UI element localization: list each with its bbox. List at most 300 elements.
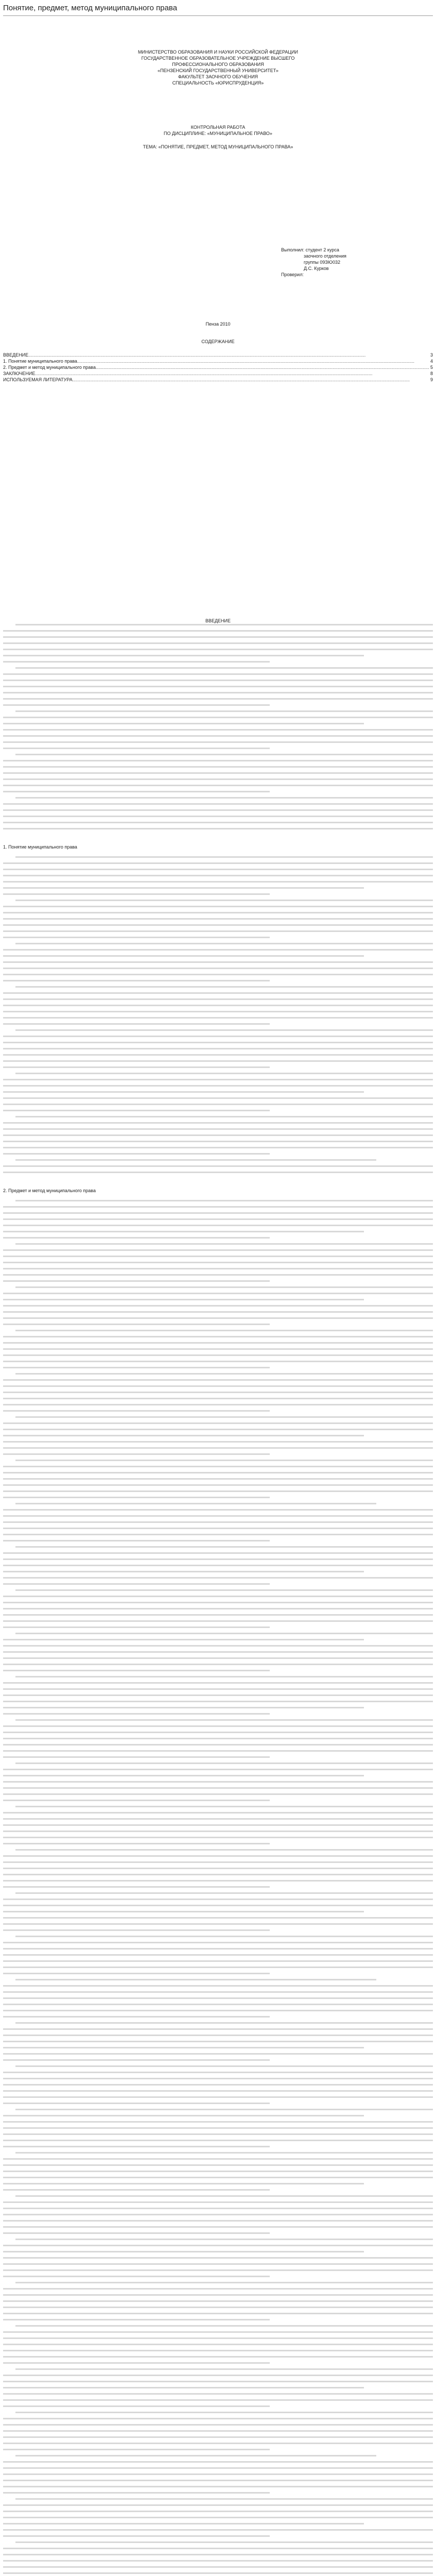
text-line-placeholder	[3, 2053, 433, 2055]
text-line-placeholder	[15, 943, 433, 944]
section-text	[3, 624, 433, 829]
text-line-placeholder	[15, 2541, 433, 2543]
text-line-placeholder	[3, 2127, 433, 2129]
text-line-placeholder	[3, 1787, 433, 1789]
text-line-placeholder	[15, 856, 433, 858]
text-line-placeholder	[3, 1812, 433, 1814]
text-line-placeholder	[3, 2140, 433, 2141]
text-line-placeholder	[3, 1707, 364, 1708]
toc-item-page: 4	[430, 359, 433, 364]
text-line-placeholder	[3, 1361, 433, 1362]
institution-line: «ПЕНЗЕНСКИЙ ГОСУДАРСТВЕННЫЙ УНИВЕРСИТЕТ»	[158, 68, 278, 73]
text-line-placeholder	[3, 1608, 433, 1609]
text-line-placeholder	[3, 1837, 433, 1838]
text-line-placeholder	[3, 1855, 433, 1857]
text-line-placeholder	[3, 1225, 433, 1226]
text-line-placeholder	[3, 1868, 433, 1869]
text-line-placeholder	[15, 1416, 433, 1418]
text-line-placeholder	[3, 803, 433, 805]
text-line-placeholder	[3, 869, 433, 870]
text-line-placeholder	[3, 2405, 270, 2407]
text-line-placeholder	[15, 1503, 376, 1504]
text-line-placeholder	[3, 1528, 433, 1529]
text-line-placeholder	[3, 642, 433, 644]
text-line-placeholder	[3, 1422, 433, 1424]
text-line-placeholder	[3, 1614, 433, 1616]
text-line-placeholder	[15, 1159, 376, 1161]
text-line-placeholder	[3, 2263, 433, 2265]
text-line-placeholder	[3, 1843, 270, 1844]
text-line-placeholder	[3, 1750, 433, 1752]
text-line-placeholder	[3, 661, 270, 663]
text-line-placeholder	[3, 2251, 364, 2252]
text-line-placeholder	[3, 1385, 433, 1387]
text-line-placeholder	[3, 2517, 433, 2518]
text-line-placeholder	[3, 1262, 433, 1263]
toc-item-label: 1. Понятие муниципального права	[3, 359, 77, 364]
text-line-placeholder	[3, 1036, 433, 1037]
text-line-placeholder	[15, 2282, 433, 2283]
text-line-placeholder	[3, 1165, 433, 1167]
institution-line: ГОСУДАРСТВЕННОЕ ОБРАЗОВАТЕЛЬНОЕ УЧРЕЖДЕНИЕ ВЫСШЕГО	[141, 56, 295, 61]
text-line-placeholder	[3, 735, 433, 737]
text-line-placeholder	[15, 1029, 433, 1031]
toc-leader-dots	[28, 352, 429, 358]
toc-item[interactable]	[3, 352, 433, 358]
text-line-placeholder	[3, 2461, 433, 2463]
text-line-placeholder	[3, 1775, 364, 1776]
text-line-placeholder	[3, 887, 364, 889]
text-line-placeholder	[3, 1104, 433, 1105]
text-line-placeholder	[3, 1880, 433, 1882]
text-line-placeholder	[3, 1110, 270, 1111]
text-line-placeholder	[3, 912, 433, 913]
text-line-placeholder	[3, 1831, 433, 1832]
text-line-placeholder	[3, 673, 433, 675]
section-1	[3, 844, 433, 1173]
text-line-placeholder	[3, 2566, 433, 2568]
page-title: Понятие, предмет, метод муниципального права	[3, 4, 178, 12]
text-line-placeholder	[3, 1861, 433, 1863]
text-line-placeholder	[3, 2016, 270, 2018]
text-line-placeholder	[3, 2232, 270, 2234]
text-line-placeholder	[3, 822, 433, 823]
text-line-placeholder	[3, 1824, 433, 1826]
text-line-placeholder	[15, 2109, 433, 2110]
text-line-placeholder	[3, 2486, 433, 2487]
text-line-placeholder	[3, 2424, 433, 2426]
text-line-placeholder	[3, 1818, 433, 1820]
text-line-placeholder	[3, 2072, 433, 2073]
text-line-placeholder	[3, 2035, 433, 2036]
text-line-placeholder	[3, 1701, 433, 1702]
text-line-placeholder	[3, 2096, 433, 2098]
text-line-placeholder	[3, 1066, 270, 1068]
text-line-placeholder	[15, 1200, 433, 1201]
text-line-placeholder	[3, 2313, 433, 2314]
author-line: Д.С. Курков	[304, 266, 329, 271]
text-line-placeholder	[3, 1744, 433, 1745]
text-line-placeholder	[3, 1639, 364, 1640]
text-line-placeholder	[3, 1713, 270, 1715]
text-line-placeholder	[3, 1299, 364, 1300]
text-line-placeholder	[15, 2239, 433, 2240]
text-line-placeholder	[15, 1979, 376, 1980]
text-line-placeholder	[3, 816, 433, 817]
institution-line: ПРОФЕССИОНАЛЬНОГО ОБРАЗОВАНИЯ	[172, 62, 264, 67]
text-line-placeholder	[3, 1134, 433, 1136]
text-line-placeholder	[3, 1398, 433, 1399]
text-line-placeholder	[3, 2473, 433, 2475]
text-line-placeholder	[15, 2152, 433, 2154]
text-line-placeholder	[15, 1762, 433, 1764]
text-line-placeholder	[15, 667, 433, 669]
text-line-placeholder	[15, 1073, 433, 1074]
text-line-placeholder	[15, 1719, 433, 1721]
text-line-placeholder	[3, 1237, 270, 1239]
text-line-placeholder	[3, 893, 270, 895]
text-line-placeholder	[3, 1256, 433, 1257]
work-topic: ТЕМА: «ПОНЯТИЕ, ПРЕДМЕТ, МЕТОД МУНИЦИПАЛЬНОГО ПРАВА»	[143, 144, 293, 149]
text-line-placeholder	[3, 1534, 433, 1535]
text-line-placeholder	[3, 2393, 433, 2395]
text-line-placeholder	[3, 2449, 270, 2450]
text-line-placeholder	[3, 930, 433, 932]
text-line-placeholder	[3, 1967, 433, 1968]
text-line-placeholder	[3, 1293, 433, 1294]
text-line-placeholder	[15, 2368, 433, 2370]
text-line-placeholder	[3, 2535, 270, 2537]
text-line-placeholder	[3, 2269, 433, 2271]
text-line-placeholder	[15, 1243, 433, 1245]
text-line-placeholder	[3, 1793, 433, 1795]
text-line-placeholder	[3, 949, 433, 951]
text-line-placeholder	[3, 2443, 433, 2444]
text-line-placeholder	[3, 1521, 433, 1523]
illegible-text-placeholder	[3, 624, 433, 829]
toc-leader-dots	[35, 370, 429, 377]
text-line-placeholder	[3, 2548, 433, 2549]
text-line-placeholder	[3, 2214, 433, 2215]
text-line-placeholder	[3, 680, 433, 681]
text-line-placeholder	[3, 698, 433, 700]
toc-item[interactable]	[3, 377, 433, 383]
text-line-placeholder	[3, 992, 433, 994]
text-line-placeholder	[3, 1558, 433, 1560]
text-line-placeholder	[3, 1682, 433, 1684]
text-line-placeholder	[3, 1948, 433, 1950]
text-line-placeholder	[3, 2041, 433, 2042]
text-line-placeholder	[3, 1060, 433, 1062]
text-line-placeholder	[3, 2103, 270, 2104]
text-line-placeholder	[15, 2065, 433, 2067]
text-line-placeholder	[3, 741, 433, 743]
text-line-placeholder	[3, 2375, 433, 2376]
author-line: заочного отделения	[304, 253, 346, 259]
text-line-placeholder	[3, 2554, 433, 2555]
text-line-placeholder	[3, 2028, 433, 2030]
section-text	[3, 856, 433, 1173]
text-line-placeholder	[15, 1936, 433, 1937]
text-line-placeholder	[3, 1324, 270, 1325]
text-line-placeholder	[3, 2078, 433, 2079]
text-line-placeholder	[3, 1645, 433, 1647]
text-line-placeholder	[15, 1546, 433, 1548]
toc-item-page: 9	[430, 377, 433, 382]
toc-item[interactable]	[3, 358, 433, 364]
text-line-placeholder	[3, 1626, 270, 1628]
text-line-placeholder	[3, 2047, 364, 2048]
text-line-placeholder	[3, 1583, 270, 1585]
toc-item-label: 2. Предмет и метод муниципального права	[3, 365, 96, 370]
text-line-placeholder	[3, 1552, 433, 1554]
text-line-placeholder	[3, 2504, 433, 2506]
text-line-placeholder	[3, 1268, 433, 1269]
text-line-placeholder	[3, 630, 433, 632]
author-block	[281, 247, 435, 278]
text-line-placeholder	[3, 1596, 433, 1597]
text-line-placeholder	[3, 1923, 433, 1925]
text-line-placeholder	[3, 2300, 433, 2302]
text-line-placeholder	[3, 1942, 433, 1943]
text-line-placeholder	[15, 2022, 433, 2024]
text-line-placeholder	[3, 2381, 433, 2382]
text-line-placeholder	[3, 1670, 270, 1671]
text-line-placeholder	[3, 1769, 433, 1770]
text-line-placeholder	[15, 797, 433, 799]
text-line-placeholder	[3, 1911, 364, 1912]
text-line-placeholder	[3, 2467, 433, 2469]
text-line-placeholder	[3, 1141, 433, 1142]
text-line-placeholder	[15, 2498, 433, 2500]
text-line-placeholder	[3, 1732, 433, 1733]
text-line-placeholder	[3, 1917, 433, 1919]
text-line-placeholder	[3, 1079, 433, 1080]
text-line-placeholder	[3, 729, 433, 731]
section-heading: 1. Понятие муниципального права	[3, 844, 77, 850]
text-line-placeholder	[15, 1330, 433, 1331]
text-line-placeholder	[3, 1122, 433, 1124]
text-line-placeholder	[3, 1336, 433, 1337]
page-header	[0, 0, 436, 16]
text-line-placeholder	[3, 968, 433, 969]
text-line-placeholder	[3, 1392, 433, 1393]
text-line-placeholder	[15, 710, 433, 712]
text-line-placeholder	[3, 1960, 433, 1962]
text-line-placeholder	[3, 2430, 433, 2432]
institution-line: СПЕЦИАЛЬНОСТЬ «ЮРИСПРУДЕНЦИЯ»	[172, 80, 264, 86]
text-line-placeholder	[3, 1280, 270, 1282]
text-line-placeholder	[3, 1738, 433, 1739]
text-line-placeholder	[3, 1367, 270, 1368]
text-line-placeholder	[3, 2004, 433, 2005]
text-line-placeholder	[3, 1410, 270, 1412]
text-line-placeholder	[3, 2257, 433, 2259]
text-line-placeholder	[3, 1342, 433, 1344]
text-line-placeholder	[15, 1116, 433, 1117]
author-line: Выполнил: студент 2 курса	[281, 247, 339, 252]
text-line-placeholder	[3, 1172, 433, 1173]
text-line-placeholder	[3, 785, 433, 786]
text-line-placeholder	[3, 1212, 433, 1214]
toc-heading: СОДЕРЖАНИЕ	[201, 339, 235, 344]
section-text	[3, 1200, 433, 2576]
text-line-placeholder	[3, 2189, 270, 2191]
text-line-placeholder	[3, 636, 433, 638]
institution-block	[3, 16, 433, 86]
text-line-placeholder	[3, 766, 433, 768]
table-of-contents	[3, 352, 433, 383]
text-line-placeholder	[3, 2362, 270, 2364]
text-line-placeholder	[3, 2492, 270, 2494]
text-line-placeholder	[15, 2455, 376, 2456]
text-line-placeholder	[3, 980, 270, 981]
toc-item-label: ИСПОЛЬЗУЕМАЯ ЛИТЕРАТУРА	[3, 377, 73, 382]
text-line-placeholder	[3, 1048, 433, 1049]
text-line-placeholder	[15, 754, 433, 755]
text-line-placeholder	[3, 1997, 433, 1999]
text-line-placeholder	[3, 1404, 433, 1405]
text-line-placeholder	[3, 1725, 433, 1727]
text-line-placeholder	[3, 2337, 433, 2339]
text-line-placeholder	[3, 2121, 433, 2123]
text-line-placeholder	[3, 1348, 433, 1350]
text-line-placeholder	[3, 1515, 433, 1517]
text-line-placeholder	[3, 2010, 433, 2011]
text-line-placeholder	[3, 2294, 433, 2296]
text-line-placeholder	[3, 1218, 433, 1220]
text-line-placeholder	[3, 1490, 433, 1492]
text-line-placeholder	[3, 1472, 433, 1473]
text-line-placeholder	[3, 2436, 433, 2438]
toc-item[interactable]	[3, 370, 433, 377]
text-line-placeholder	[3, 2480, 433, 2481]
institution-line: ФАКУЛЬТЕТ ЗАОЧНОГО ОБУЧЕНИЯ	[178, 74, 258, 79]
text-line-placeholder	[3, 2344, 433, 2345]
toc-item[interactable]	[3, 364, 433, 370]
text-line-placeholder	[3, 692, 433, 693]
text-line-placeholder	[3, 1688, 433, 1690]
text-line-placeholder	[3, 1620, 433, 1622]
author-line: группы 09ЗЮ032	[304, 260, 340, 265]
text-line-placeholder	[3, 1023, 270, 1025]
text-line-placeholder	[3, 2133, 433, 2135]
text-line-placeholder	[3, 1005, 433, 1006]
text-line-placeholder	[3, 2226, 433, 2228]
text-line-placeholder	[3, 1054, 433, 1056]
text-line-placeholder	[3, 2560, 433, 2562]
text-line-placeholder	[3, 924, 433, 926]
text-line-placeholder	[3, 1435, 364, 1436]
text-line-placeholder	[3, 1781, 433, 1783]
text-line-placeholder	[3, 2511, 433, 2512]
text-line-placeholder	[3, 862, 433, 864]
text-line-placeholder	[3, 1899, 433, 1900]
text-line-placeholder	[3, 955, 364, 957]
toc-item-label: ВВЕДЕНИЕ	[3, 352, 29, 358]
text-line-placeholder	[3, 791, 270, 792]
text-line-placeholder	[3, 2115, 364, 2116]
text-line-placeholder	[3, 1085, 433, 1087]
text-line-placeholder	[3, 2171, 433, 2172]
text-line-placeholder	[3, 2177, 433, 2178]
text-line-placeholder	[15, 2325, 433, 2327]
illegible-text-placeholder	[3, 1200, 433, 2576]
text-line-placeholder	[3, 2059, 270, 2061]
text-line-placeholder	[3, 1128, 433, 1130]
text-line-placeholder	[3, 1478, 433, 1480]
text-line-placeholder	[3, 2572, 433, 2574]
text-line-placeholder	[3, 937, 270, 938]
text-line-placeholder	[3, 1694, 433, 1696]
text-line-placeholder	[15, 1849, 433, 1851]
text-line-placeholder	[3, 655, 364, 656]
text-line-placeholder	[3, 906, 433, 907]
text-line-placeholder	[3, 1206, 433, 1208]
title-page	[3, 16, 433, 608]
text-line-placeholder	[3, 1905, 433, 1906]
document-body	[0, 16, 436, 2576]
text-line-placeholder	[3, 2350, 433, 2351]
intro-section	[3, 618, 433, 829]
text-line-placeholder	[3, 1973, 270, 1974]
text-line-placeholder	[3, 1991, 433, 1993]
text-line-placeholder	[3, 1466, 433, 1467]
text-line-placeholder	[3, 2146, 270, 2147]
text-line-placeholder	[3, 1929, 270, 1931]
text-line-placeholder	[3, 1017, 433, 1019]
city-year: Пенза 2010	[205, 321, 231, 327]
institution-line: МИНИСТЕРСТВО ОБРАЗОВАНИЯ И НАУКИ РОССИЙСКОЙ ФЕДЕРАЦИИ	[138, 49, 298, 55]
text-line-placeholder	[3, 2418, 433, 2419]
text-line-placeholder	[15, 624, 433, 625]
text-line-placeholder	[3, 1447, 433, 1449]
text-line-placeholder	[3, 1509, 433, 1511]
text-line-placeholder	[3, 875, 433, 876]
text-line-placeholder	[3, 1800, 270, 1801]
text-line-placeholder	[3, 2245, 433, 2246]
text-line-placeholder	[15, 900, 433, 901]
text-line-placeholder	[3, 1651, 433, 1653]
text-line-placeholder	[3, 2220, 433, 2222]
text-line-placeholder	[3, 2399, 433, 2401]
text-line-placeholder	[3, 778, 433, 780]
text-line-placeholder	[3, 2307, 433, 2308]
text-line-placeholder	[3, 1011, 433, 1012]
text-line-placeholder	[3, 723, 364, 724]
text-line-placeholder	[3, 961, 433, 963]
toc-item-page: 5	[430, 365, 433, 370]
text-line-placeholder	[3, 2288, 433, 2290]
text-line-placeholder	[3, 1453, 270, 1455]
toc-leader-dots	[96, 364, 429, 370]
text-line-placeholder	[3, 1305, 433, 1307]
text-line-placeholder	[3, 1379, 433, 1381]
text-line-placeholder	[3, 1664, 433, 1665]
text-line-placeholder	[3, 998, 433, 1000]
text-line-placeholder	[15, 1633, 433, 1634]
text-line-placeholder	[3, 1985, 433, 1987]
toc-leader-dots	[77, 358, 429, 364]
section-heading: ВВЕДЕНИЕ	[205, 618, 231, 623]
text-line-placeholder	[3, 881, 433, 883]
toc-item-page: 8	[430, 371, 433, 376]
text-line-placeholder	[15, 1589, 433, 1591]
author-line: Проверил:	[281, 272, 304, 277]
toc-item-label: ЗАКЛЮЧЕНИЕ	[3, 371, 36, 376]
text-line-placeholder	[3, 1484, 433, 1486]
text-line-placeholder	[3, 2529, 433, 2531]
